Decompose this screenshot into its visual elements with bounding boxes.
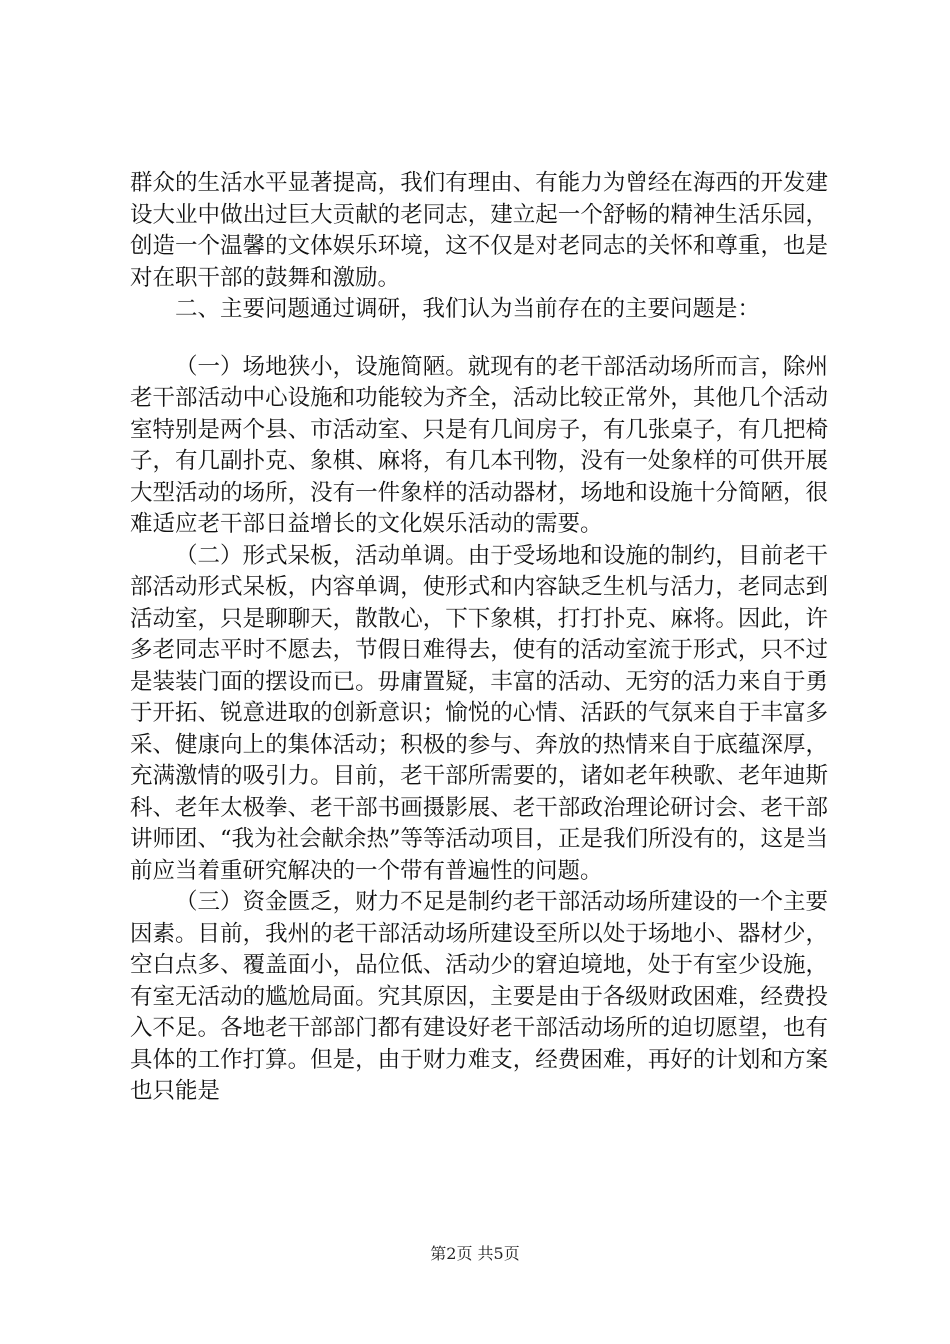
paragraph-intro-continuation: 群众的生活水平显著提高，我们有理由、有能力为曾经在海西的开发建设大业中做出过巨大贡献的老同志，建立起一个舒畅的精神生活乐园，创造一个温馨的文体娱乐环境，这不仅是对老同志的关怀和尊重，也是对在职干部的鼓舞和激励。 xyxy=(130,170,828,291)
page-number-footer: 第2页 共5页 xyxy=(430,1244,520,1263)
paragraph-problem-1: （一）场地狭小，设施简陋。就现有的老干部活动场所而言，除州老干部活动中心设施和功能较为齐全，活动比较正常外，其他几个活动室特别是两个县、市活动室、只是有几间房子，有几张桌子，有几把椅子，有几副扑克、象棋、麻将，有几本刊物，没有一处象样的可供开展大型活动的场所，没有一件象样的活动器材，场地和设施十分简陋，很难适应老干部日益增长的文化娱乐活动的需要。 xyxy=(130,353,828,537)
document-body xyxy=(130,168,828,1108)
section-heading-main-problems: 二、主要问题通过调研，我们认为当前存在的主要问题是： xyxy=(175,296,761,322)
paragraph-problem-3: （三）资金匮乏，财力不足是制约老干部活动场所建设的一个主要因素。目前，我州的老干部活动场所建设至所以处于场地小、器材少，空白点多、覆盖面小，品位低、活动少的窘迫境地，处于有室少设施，有室无活动的尴尬局面。究其原因，主要是由于各级财政困难，经费投入不足。各地老干部部门都有建设好老干部活动场所的迫切愿望，也有具体的工作打算。但是，由于财力难支，经费困难，再好的计划和方案也只能是 xyxy=(130,889,828,1104)
paragraph-problem-2: （二）形式呆板，活动单调。由于受场地和设施的制约，目前老干部活动形式呆板，内容单调，使形式和内容缺乏生机与活力，老同志到活动室，只是聊聊天，散散心，下下象棋，打打扑克、麻将。因此，许多老同志平时不愿去，节假日难得去，使有的活动室流于形式，只不过是装装门面的摆设而已。毋庸置疑，丰富的活动、无穷的活力来自于勇于开拓、锐意进取的创新意识；愉悦的心情、活跃的气氛来自于丰富多采、健康向上的集体活动；积极的参与、奔放的热情来自于底蕴深厚，充满激情的吸引力。目前，老干部所需要的，诸如老年秧歌、老年迪斯科、老年太极拳、老干部书画摄影展、老干部政治理论研讨会、老干部讲师团、“我为社会献余热”等等活动项目，正是我们所没有的，这是当前应当着重研究解决的一个带有普遍性的问题。 xyxy=(130,542,829,884)
